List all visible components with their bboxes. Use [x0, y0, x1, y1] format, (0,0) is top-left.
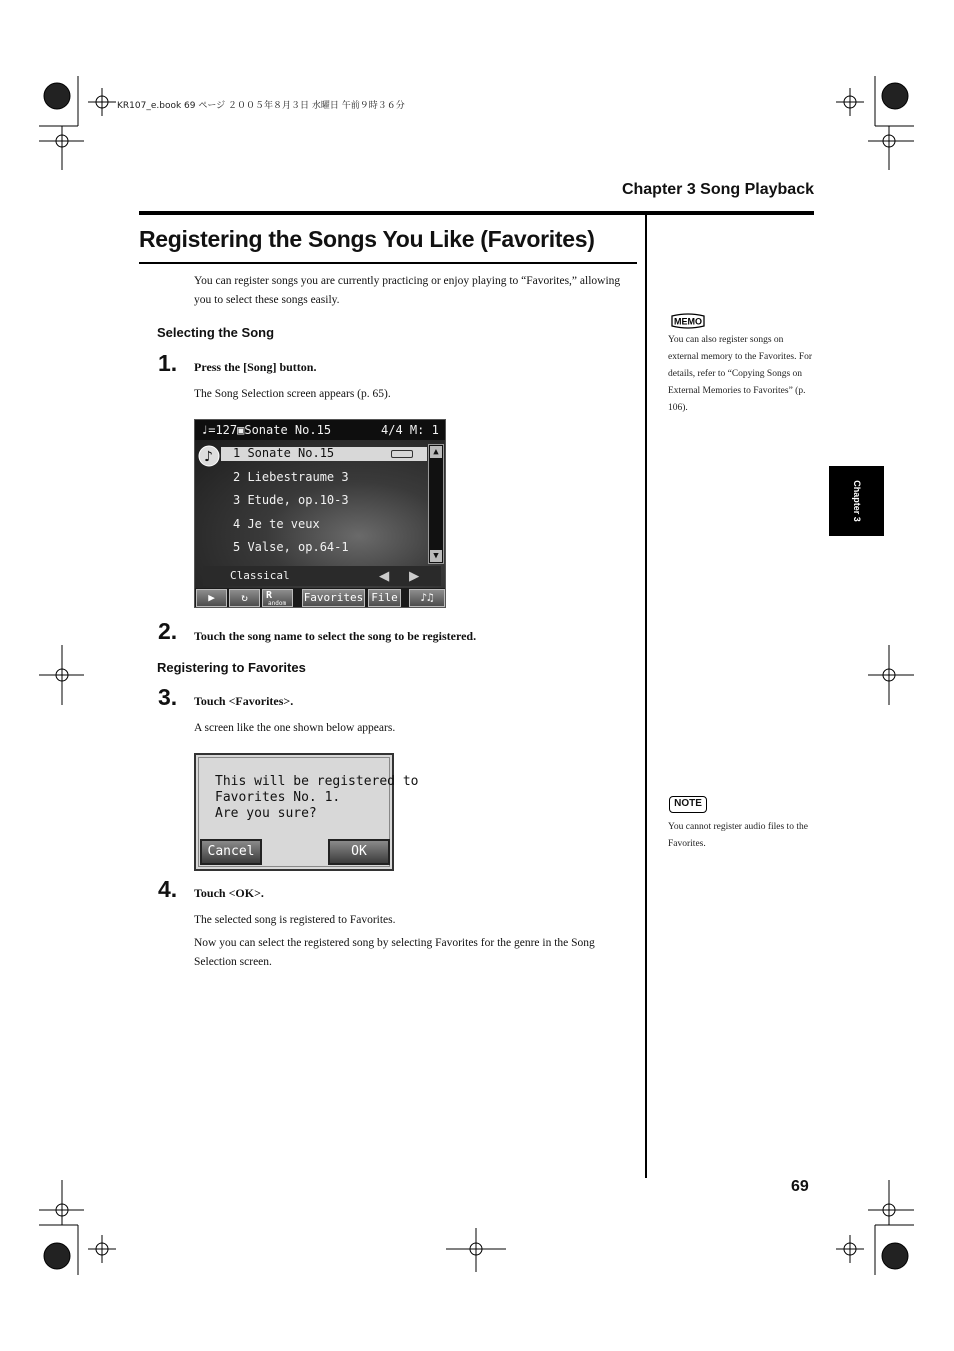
loop-button[interactable]: ↻	[229, 589, 260, 607]
step-text-3: Touch <Favorites>.	[194, 694, 294, 708]
song-item[interactable]: 4 Je te veux	[233, 517, 320, 531]
favorites-button[interactable]: Favorites	[302, 589, 365, 607]
screen-top-bar	[195, 420, 446, 440]
measure-readout: 4/4 M: 1	[381, 423, 439, 437]
tempo-button[interactable]: ♪♫	[409, 589, 445, 607]
genre-bar	[203, 566, 441, 586]
memo-icon-label: MEMO	[674, 316, 702, 327]
play-button[interactable]: ▶	[196, 589, 227, 607]
step-desc-4b: Now you can select the registered song by selecting Favorites for the genre in the Song Selection screen.	[194, 937, 595, 968]
page-number: 69	[791, 1178, 809, 1195]
file-button[interactable]: File	[368, 589, 401, 607]
title-rule	[139, 262, 637, 264]
song-item[interactable]: 3 Etude, op.10-3	[233, 493, 349, 507]
random-button[interactable]	[262, 589, 293, 607]
file-header: KR107_e.book 69 ページ ２００５年８月３日 水曜日 午前９時３６分	[117, 101, 405, 111]
step-desc-1: The Song Selection screen appears (p. 65).	[194, 388, 391, 400]
confirm-dialog	[194, 753, 419, 871]
song-tag-icon	[391, 450, 413, 458]
section-heading-selecting: Selecting the Song	[157, 325, 275, 340]
chapter-tab	[829, 466, 884, 536]
chapter-heading: Chapter 3 Song Playback	[621, 181, 814, 198]
svg-text:♪: ♪	[204, 449, 213, 465]
scroll-down-icon[interactable]: ▼	[430, 550, 442, 562]
top-rule	[139, 211, 814, 215]
step-number-4: 4.	[158, 876, 178, 902]
song-scrollbar[interactable]	[428, 444, 444, 564]
section-heading-registering: Registering to Favorites	[157, 660, 306, 675]
step-number-2: 2.	[158, 618, 178, 644]
step-number-1: 1.	[158, 350, 178, 376]
page-title: Registering the Songs You Like (Favorites)	[139, 226, 595, 252]
cancel-button[interactable]: Cancel	[200, 839, 262, 865]
song-item[interactable]: 2 Liebestraume 3	[233, 470, 349, 484]
genre-prev-icon[interactable]: ◀	[379, 566, 390, 586]
step-text-2: Touch the song name to select the song to be registered.	[194, 629, 477, 643]
song-item-selected[interactable]	[221, 447, 427, 461]
note-icon	[198, 445, 220, 467]
step-text-1: Press the [Song] button.	[194, 360, 317, 374]
step-number-3: 3.	[158, 684, 178, 710]
random-label-bottom: andom	[268, 600, 287, 607]
genre-label: Classical	[230, 569, 290, 582]
tempo-song-readout: ♩=127▣Sonate No.15	[201, 423, 332, 437]
dialog-message: This will be registered to Favorites No. 1. Are you sure?	[215, 774, 419, 821]
song-item[interactable]: 5 Valse, op.64-1	[233, 540, 349, 554]
scroll-up-icon[interactable]: ▲	[430, 446, 442, 458]
note-icon: NOTE	[669, 796, 707, 813]
genre-next-icon[interactable]: ▶	[409, 566, 420, 586]
step-text-4: Touch <OK>.	[194, 886, 264, 900]
memo-icon	[670, 313, 706, 329]
random-label-top: R	[266, 590, 273, 601]
column-divider	[645, 215, 647, 1178]
step-desc-3: A screen like the one shown below appears.	[194, 722, 396, 734]
step-desc-4a: The selected song is registered to Favorites.	[194, 914, 396, 926]
note-text: You cannot register audio files to the Favorites.	[668, 822, 808, 849]
intro-text: You can register songs you are currently practicing or enjoy playing to “Favorites,” allowing you to select these songs easily.	[194, 275, 621, 306]
memo-text: You can also register songs on external memory to the Favorites. For details, refer to “Copying Songs on External Memories to Favorites” (p. 106).	[668, 335, 813, 413]
song-selection-screen	[194, 419, 446, 608]
song-item-label: 1 Sonate No.15	[233, 446, 335, 460]
chapter-tab-label: Chapter 3	[851, 480, 862, 522]
ok-button[interactable]: OK	[328, 839, 390, 865]
